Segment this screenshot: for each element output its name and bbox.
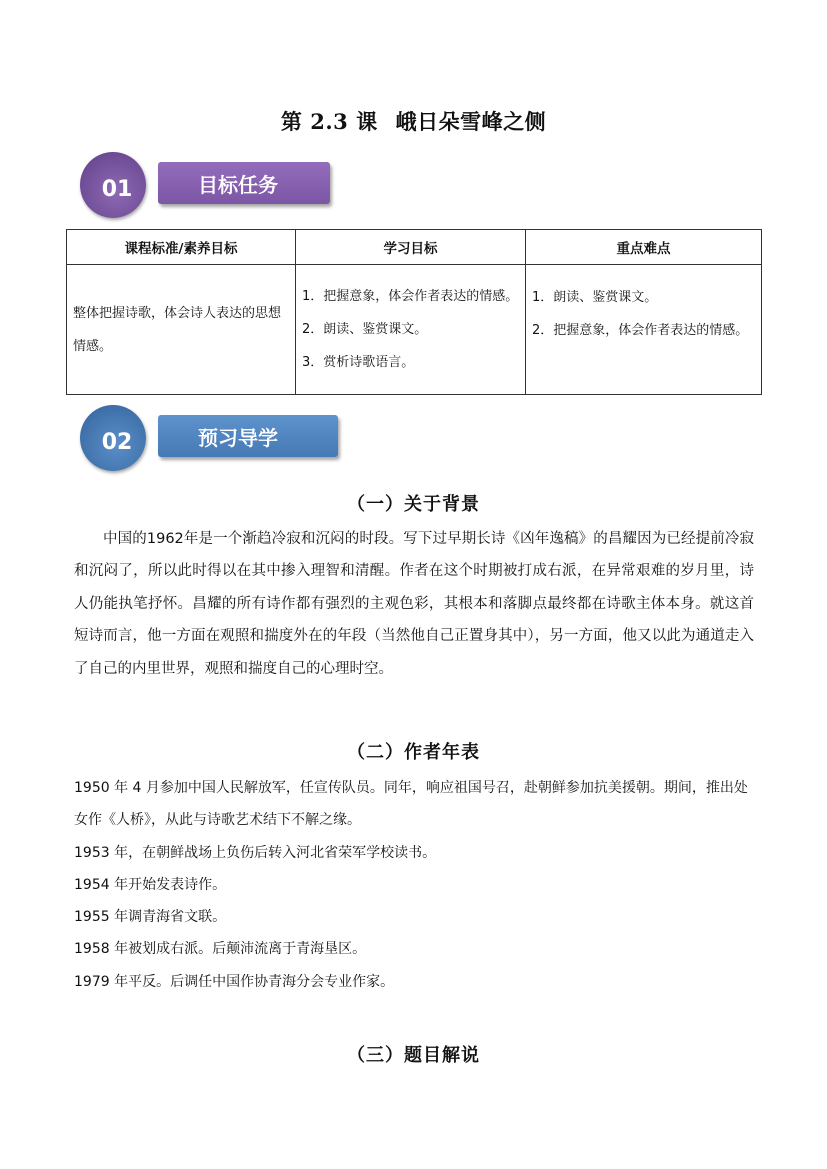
table-header: 重点难点 [526,230,762,265]
table-cell-goals [296,265,526,395]
list-item: 1．把握意象，体会作者表达的情感。 [302,289,519,304]
list-item: 1954 年开始发表诗作。 [74,876,227,893]
lesson-number: 第 2.3 课 [280,109,378,134]
page-title [0,106,827,136]
goals-table [66,229,762,395]
list-item: 1950 年 4 月参加中国人民解放军，任宣传队员。同年，响应祖国号召，赴朝鲜参加抗美援朝。期间，推出处女作《人桥》，从此与诗歌艺术结下不解之缘。 [74,780,748,829]
section-number-circle: 01 [80,152,146,218]
list-item: 1979 年平反。后调任中国作协青海分会专业作家。 [74,973,395,990]
section-heading-title-explain: （三）题目解说 [347,1045,480,1066]
list-item: 1958 年被划成右派。后颠沛流离于青海垦区。 [74,941,367,958]
table-cell-standard: 整体把握诗歌，体会诗人表达的思想情感。 [67,265,296,395]
table-header: 学习目标 [296,230,526,265]
table-header-row [67,230,762,265]
table-row [67,265,762,395]
table-cell-keypoints [526,265,762,395]
list-item: 1953 年，在朝鲜战场上负伤后转入河北省荣军学校读书。 [74,844,437,861]
list-item: 1．朗读、鉴赏课文。 [532,290,658,305]
section-badge-preview [80,405,350,475]
background-paragraph: 中国的1962年是一个渐趋冷寂和沉闷的时段。写下过早期长诗《凶年逸稿》的昌耀因为已经提前冷寂和沉闷了，所以此时得以在其中掺入理智和清醒。作者在这个时期被打成右派，在异常艰难的岁月里，诗人仍能执笔抒怀。昌耀的所有诗作都有强烈的主观色彩，其根本和落脚点最终都在诗歌主体本身。就这首短诗而言，他一方面在观照和揣度外在的年段（当然他自己正置身其中），另一方面，他又以此为通道走入了自己的内里世界，观照和揣度自己的心理时空。 [74,531,754,677]
section-label-tab: 目标任务 [158,162,330,204]
section-badge-goals [80,152,350,222]
section-label-tab: 预习导学 [158,415,338,457]
lesson-name: 峨日朵雪峰之侧 [395,109,547,134]
table-header: 课程标准/素养目标 [67,230,296,265]
list-item: 1955 年调青海省文联。 [74,909,227,926]
section-heading-chronology: （二）作者年表 [347,742,480,763]
list-item: 2．朗读、鉴赏课文。 [302,322,428,337]
section-heading-background: （一）关于背景 [347,494,480,515]
list-item: 2．把握意象，体会作者表达的情感。 [532,323,749,338]
section-number-circle: 02 [80,405,146,471]
list-item: 3．赏析诗歌语言。 [302,355,415,370]
chronology-list [74,772,758,998]
